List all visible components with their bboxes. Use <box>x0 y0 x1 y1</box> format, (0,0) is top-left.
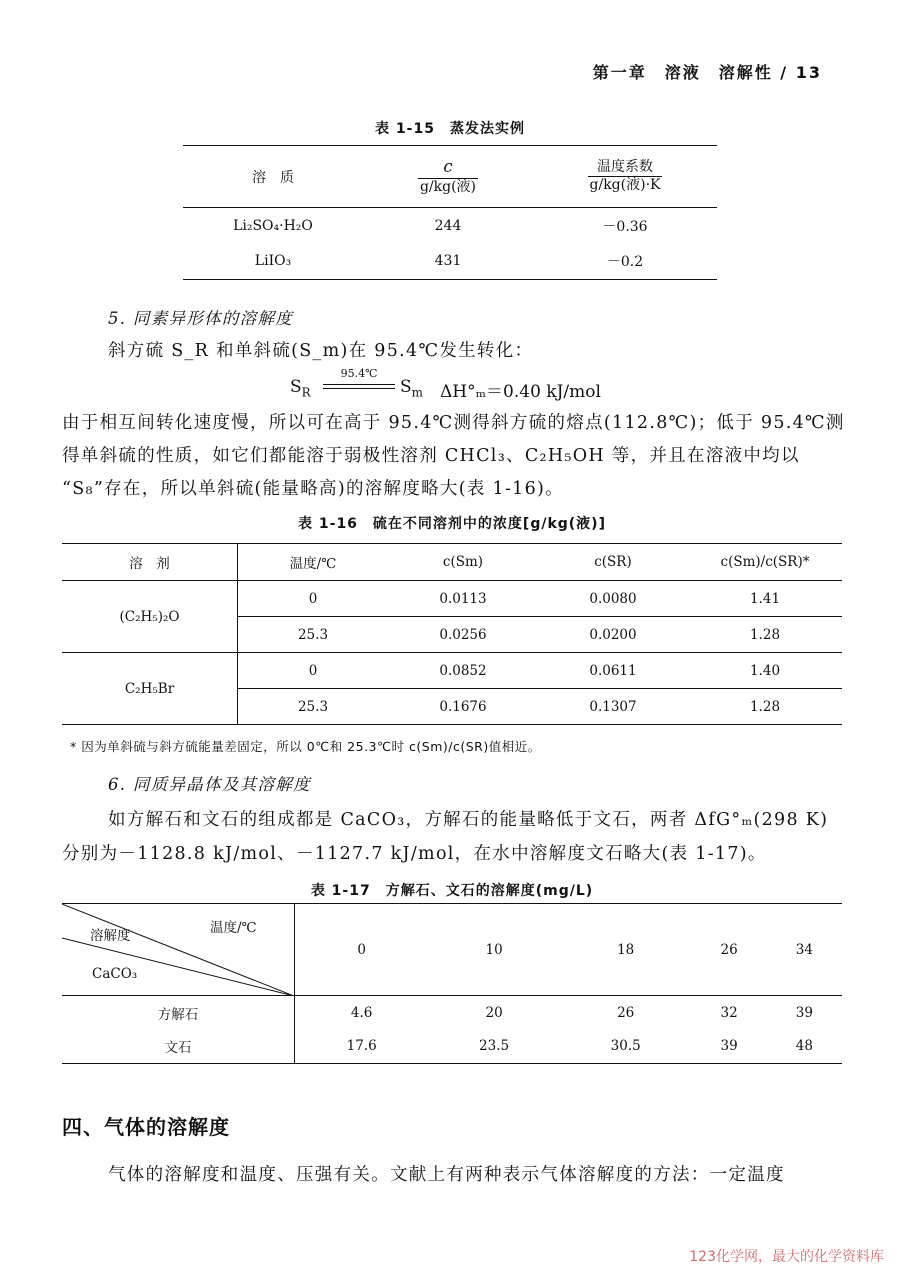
cell-coef: －0.36 <box>602 218 648 235</box>
table-15 <box>183 145 717 280</box>
table-row <box>183 208 717 244</box>
section-6-para-line1: 如方解石和文石的组成都是 CaCO₃，方解石的能量略低于文石，两者 ΔfG°ₘ(298 K) <box>108 810 829 830</box>
temp-header: 26 <box>720 941 738 958</box>
section-6-heading: 6. 同质异晶体及其溶解度 <box>108 775 311 794</box>
eq-left: $S_R$ <box>290 377 311 400</box>
table-15-header-coef <box>533 146 717 208</box>
diag-label-caco3: CaCO₃ <box>92 966 138 982</box>
table-row <box>62 581 842 617</box>
table-row <box>62 653 842 689</box>
table-17 <box>62 903 842 1064</box>
cell-value: 39 <box>720 1038 738 1055</box>
cell-c: 431 <box>434 253 462 270</box>
cell-csr: 0.1307 <box>589 698 637 715</box>
temp-header: 0 <box>357 941 366 958</box>
table-16-header-temp: 温度/℃ <box>289 556 337 572</box>
table-17-diagonal-header <box>62 904 295 996</box>
eq-arrow <box>323 384 395 389</box>
table-15-header-solute: 溶 质 <box>252 169 294 186</box>
section-5-para-line3: “S₈”存在，所以单斜硫(能量略高)的溶解度略大(表 1-16)。 <box>62 479 564 499</box>
cell-value: 39 <box>795 1004 813 1021</box>
cell-value: 17.6 <box>346 1038 377 1055</box>
temp-header: 10 <box>485 941 503 958</box>
section-5-para-line2: 得单斜硫的性质，如它们都能溶于弱极性溶剂 CHCl₃、C₂H₅OH 等，并且在溶液中均以 <box>62 446 800 466</box>
cell-temp: 0 <box>308 662 318 679</box>
c-unit: g/kg(液) <box>419 178 477 195</box>
table-15-caption: 表 1-15 蒸发法实例 <box>375 121 525 137</box>
table-16-header-csm: c(Sm) <box>442 554 484 570</box>
cell-ratio: 1.28 <box>749 626 781 643</box>
cell-csm: 0.0256 <box>439 626 487 643</box>
equation <box>290 367 630 401</box>
cell-temp: 0 <box>308 590 318 607</box>
cell-value: 30.5 <box>610 1038 641 1055</box>
cell-csm: 0.0113 <box>439 590 487 607</box>
table-16-header-ratio: c(Sm)/c(SR)* <box>720 554 810 570</box>
cell-csm: 0.0852 <box>439 662 487 679</box>
cell-value: 4.6 <box>350 1004 373 1021</box>
section-5-line1: 斜方硫 S_R 和单斜硫(S_m)在 95.4℃发生转化： <box>108 341 534 361</box>
cell-ratio: 1.28 <box>749 698 781 715</box>
table-16-header-csr: c(SR) <box>594 554 632 570</box>
cell-value: 23.5 <box>479 1038 510 1055</box>
table-16 <box>62 543 842 725</box>
running-head: 第一章 溶液 溶解性 / 13 <box>592 63 822 82</box>
table-row <box>62 1030 842 1064</box>
cell-value: 20 <box>485 1004 503 1021</box>
diag-label-temp: 温度/℃ <box>210 920 257 936</box>
cell-solute: LiIO₃ <box>254 253 292 270</box>
diag-label-solubility: 溶解度 <box>90 928 131 944</box>
temp-header: 34 <box>795 941 813 958</box>
eq-condition: 95.4℃ <box>340 367 378 380</box>
eq-enthalpy: ΔH°ₘ＝0.40 kJ/mol <box>440 382 601 402</box>
cell-mineral: 文石 <box>62 1030 295 1064</box>
cell-csr: 0.0200 <box>589 626 637 643</box>
cell-csr: 0.0080 <box>589 590 637 607</box>
cell-temp: 25.3 <box>297 698 329 715</box>
watermark-text: 123化学网，最大的化学资料库 <box>689 1249 884 1265</box>
section-5-para-line1: 由于相互间转化速度慢，所以可在高于 95.4℃测得斜方硫的熔点(112.8℃)；低于 95.4℃测 <box>62 413 845 433</box>
cell-temp: 25.3 <box>297 626 329 643</box>
coef-label: 温度系数 <box>588 159 663 178</box>
section-4-para-line1: 气体的溶解度和温度、压强有关。文献上有两种表示气体溶解度的方法：一定温度 <box>108 1165 785 1185</box>
cell-value: 48 <box>795 1038 813 1055</box>
cell-coef: －0.2 <box>606 254 644 271</box>
cell-solvent: C₂H₅Br <box>62 653 238 725</box>
cell-csr: 0.0611 <box>589 662 637 679</box>
cell-ratio: 1.40 <box>749 662 781 679</box>
cell-solvent: (C₂H₅)₂O <box>62 581 238 653</box>
eq-right: $S_m$ <box>400 377 423 400</box>
c-symbol: c <box>418 157 478 179</box>
table-15-header-c <box>363 146 533 208</box>
cell-value: 32 <box>720 1004 738 1021</box>
table-17-caption: 表 1-17 方解石、文石的溶解度(mg/L) <box>310 883 594 899</box>
table-row <box>183 244 717 280</box>
cell-csm: 0.1676 <box>439 698 487 715</box>
coef-unit: g/kg(液)·K <box>589 177 661 193</box>
cell-ratio: 1.41 <box>749 590 781 607</box>
cell-value: 26 <box>617 1004 635 1021</box>
temp-header: 18 <box>617 941 635 958</box>
section-4-heading: 四、气体的溶解度 <box>62 1115 230 1139</box>
section-5-heading: 5. 同素异形体的溶解度 <box>108 309 294 328</box>
section-6-para-line2: 分别为－1128.8 kJ/mol、－1127.7 kJ/mol，在水中溶解度文石略大(表 1-17)。 <box>62 844 767 864</box>
cell-mineral: 方解石 <box>62 996 295 1030</box>
diagonal-lines <box>62 904 294 996</box>
table-16-caption: 表 1-16 硫在不同溶剂中的浓度[g/kg(液)] <box>298 516 606 532</box>
table-row <box>62 996 842 1030</box>
table-16-header-solvent: 溶 剂 <box>62 544 238 581</box>
table-16-footnote: * 因为单斜硫与斜方硫能量差固定，所以 0℃和 25.3℃时 c(Sm)/c(SR)值相近。 <box>70 739 541 754</box>
cell-c: 244 <box>434 217 462 234</box>
cell-solute: Li₂SO₄·H₂O <box>233 217 313 234</box>
